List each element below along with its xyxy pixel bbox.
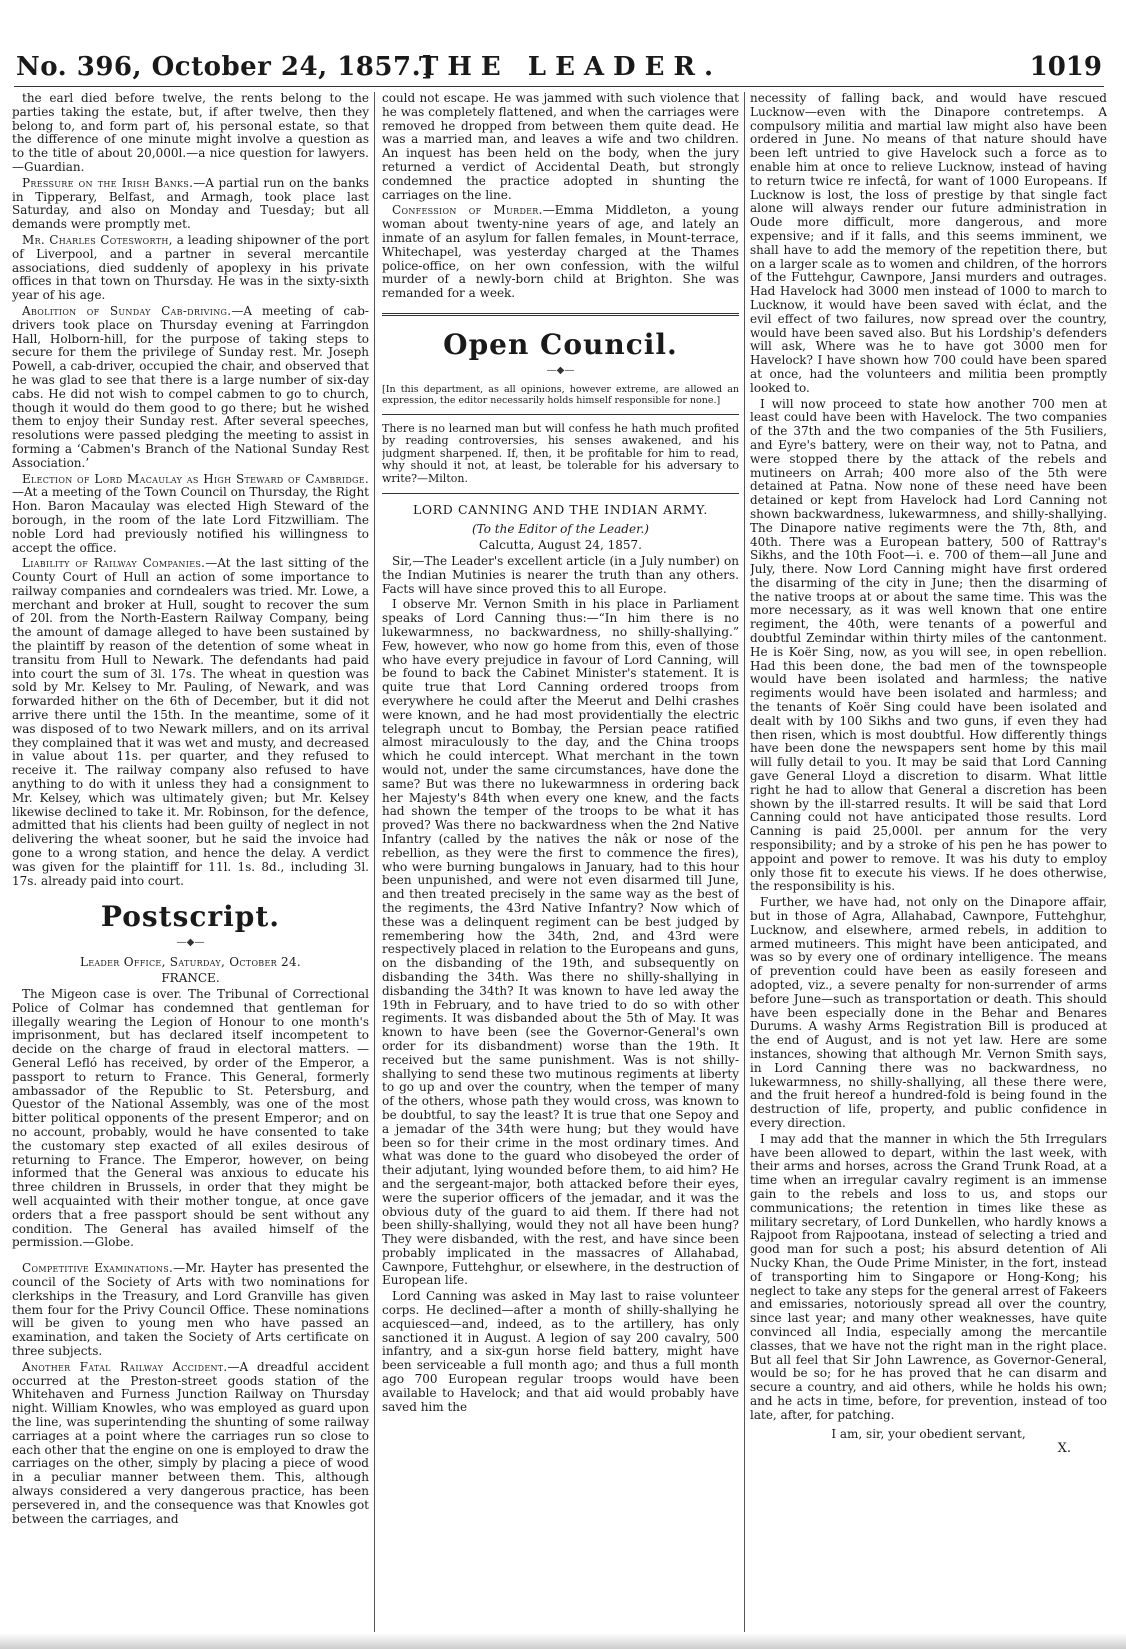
editorial-disclaimer: [In this department, as all opinions, however extreme, are allowed an expression, the editor necessarily holds himself responsible for none.] [382,383,739,406]
paragraph: necessity of falling back, and would have rescued Lucknow—even with the Dinapore contretemps. A compulsory militia and martial law might also have been ordered in June. No means of that nature should have been left untried to give Havelock such a force as to enable him at once to relieve Lucknow, instead of having to return twice re infectâ, for want of 1000 Europeans. If Lucknow is lost, the loss of prestige by that single fact alone will always render our future administration in Oude more difficult, more dangerous, and more expensive; and if it falls, and this seems imminent, we shall have to add the memory of the repetition there, but on a larger scale as to women and children, of the horrors of the Futtehgur, Cawnpore, Jansi murders and outrages. Had Havelock had 3000 men instead of 1000 to march to Lucknow, it would have been saved with éclat, and the evil effect of two failures, now spread over the country, would have been saved also. But his Lordship's defenders will ask, Where was he to have got 3000 men for Havelock? I have shown how 700 could have been spared at once, had the volunteers and militia been promptly looked to. [750,92,1107,395]
paragraph: I will now proceed to state how another 700 men at least could have been with Havelock. The two companies of the 37th and the two companies of the 5th Fusiliers, and Eyre's battery, were on their way, not to Patna, and were stopped there by the attack of the rebels and mutineers on Arrah; 400 more also of the 5th were detained at Patna. Now none of these need have been detained or kept from Havelock had Lord Canning not shown backwardness, lukewarmness, and shilly-shallying. The Dinapore native regiments were the 7th, 8th, and 40th. There was a European battery, 500 of Rattray's Sikhs, and the 10th Foot—i. e. 700 of them—all June and July, there. Now Lord Canning might have first ordered the disarming of the city in June; then the disarming of the native troops at or about the same time. This was the more necessary, as it was well known that one entire regiment, the 40th, were tenants of a powerful and doubtful Zemindar within thirty miles of the cantonment. He is Koër Sing, now, as you will see, in open rebellion. Had this been done, the bad men of the townspeople would have been isolated and harmless; the native regiments would have been isolated and harmless; and the tenants of Koër Sing could have been isolated and dealt with by 100 Sikhs and two guns, if even they had then risen, which is most doubtful. How differently things have been done the newspapers sent home by this mail will fully detail to you. It may be said that Lord Canning gave General Lloyd a discretion to disarm. What little right he had to allow that General a discretion has been shown by the ill-starred results. It will be said that Lord Canning could not have anticipated those results. Lord Canning is paid 25,000l. per annum for the very responsibility; and by a stroke of his pen he has power to appoint and power to remove. It was his duty to employ only those fit to execute his views. If he does otherwise, the responsibility is his. [750,396,1107,894]
paragraph [382,204,739,301]
column-rule [744,92,745,1632]
column-rule [374,92,375,1632]
paragraph [12,177,369,232]
masthead-title: THE LEADER. [419,52,723,82]
paragraph [12,557,369,888]
item-heading: Competitive Examinations. [22,1261,174,1276]
item-body: —A partial run on the banks in Tipperary, Belfast, and Armagh, took place last Saturday, and also on Monday and Tuesday; but all demands were promptly met. [12,175,369,232]
paragraph [12,1262,369,1359]
item-body: —At a meeting of the Town Council on Thursday, the Right Hon. Baron Macaulay was elected High Steward of the borough, in the room of the late Lord Fitzwilliam. The noble Lord had previously notified his willingness to accept the office. [12,485,369,555]
letter-signature: X. [1057,1440,1071,1456]
item-heading: Abolition of Sunday Cab-driving. [22,303,232,318]
dateline: Leader Office, Saturday, October 24. [79,955,302,970]
rule [382,414,739,415]
paragraph: Sir,—The Leader's excellent article (in a July number) on the Indian Mutinies is nearer the truth than any others. Facts will have since proved this to all Europe. [382,554,739,596]
section-title-open-council: Open Council. [443,327,678,361]
milton-quote: There is no learned man but will confess he hath much profited by reading controversies, his senses awakened, and his judgment sharpened. If, then, it be profitable for him to read, why should it not, at least, be tolerable for his adversary to write?—Milton. [382,421,739,485]
article-title: LORD CANNING AND THE INDIAN ARMY. [413,502,708,518]
item-heading: Confession of Murder. [392,203,543,218]
column-right [750,92,1107,1632]
letter-signoff: I am, sir, your obedient servant, [831,1426,1026,1441]
item-body: —A meeting of cab-drivers took place on Thursday evening at Farringdon Hall, Holborn-hill, for the purpose of taking steps to secure for them the privilege of Sunday rest. Mr. Joseph Powell, a cab-driver, occupied the chair, and observed that he was glad to see that there is a large number of six-day cabs. He did not wish to compel cabmen to go to church, though it would do them good to go there; but he wished them to enjoy their Sunday rest. After several speeches, resolutions were passed pledging the meeting to assist in forming a ‘Cabmen's Branch of the National Sunday Rest Association.’ [12,303,369,470]
paragraph [12,473,369,556]
section-title-postscript: Postscript. [100,900,281,934]
item-heading: Another Fatal Railway Accident. [22,1359,228,1374]
paragraph: The Migeon case is over. The Tribunal of Correctional Police of Colmar has condemned that gentleman for illegally wearing the Legion of Honour to one month's imprisonment, but has declared itself incompetent to decide on the charge of fraud in electoral matters. —General Lefló has received, by order of the Emperor, a passport to return to France. This General, formerly ambassador of the Republic to St. Petersburg, and Questor of the National Assembly, was one of the most bitter political opponents of the present Emperor; and on no account, probably, would he have consented to take the customary step exacted of all exiles desirous of returning to France. The Emperor, however, on being informed that the General was anxious to educate his three children in Brussels, in order that they might be well acquainted with their mother tongue, at once gave orders that a free passport should be sent without any condition. The General has availed himself of the permission.—Globe. [12,987,369,1250]
paragraph: Lord Canning was asked in May last to raise volunteer corps. He declined—after a month of shilly-shallying he acquiesced—and, indeed, as to the artillery, has only sanctioned it in August. A legion of say 200 cavalry, 500 infantry, and a six-gun horse field battery, might have been serviceable a full month ago; and thus a full month ago 700 European regular troops would have been available to Havelock; and that aid would probably have saved him the [382,1289,739,1414]
item-heading: Pressure on the Irish Banks. [22,175,194,190]
paragraph: could not escape. He was jammed with such violence that he was completely flattened, and when the carriages were removed he dropped from between them quite dead. He was a married man, and leaves a wife and two children. An inquest has been held on the body, when the jury returned a verdict of Accidental Death, but strongly condemned the practice adopted in shunting the carriages on the line. [382,92,739,202]
paragraph [12,305,369,471]
letter-dateline: Calcutta, August 24, 1857. [479,538,642,553]
ornament-divider: —◆— [546,364,575,376]
paragraph [12,234,369,303]
scan-edge-shadow [0,1633,1126,1649]
issue-date: No. 396, October 24, 1857.] [16,52,434,82]
item-heading: Mr. Charles Cotesworth, [22,232,173,247]
column-middle [382,92,739,1632]
subheading-france: FRANCE. [161,971,220,986]
paragraph: the earl died before twelve, the rents belong to the parties taking the estate, but, if after twelve, then they belong to, and form part of, his personal estate, so that the difference of one minute might involve a question as to the title of about 20,000l.—a nice question for lawyers.—Guardian. [12,92,369,174]
item-body: —At the last sitting of the County Court of Hull an action of some importance to railway companies and corndealers was tried. Mr. Lowe, a merchant and broker at Hull, sought to recover the sum of 20l. from the North-Eastern Railway Company, being the amount of damage alleged to have been sustained by the plaintiff by reason of the detention of some wheat in transitu from Hull to Newark. The defendants had paid into court the sum of 3l. 17s. The wheat in question was sold by Mr. Kelsey to Mr. Pauling, of Newark, and was forwarded hither on the 6th of December, but it did not arrive there until the 15th. In the meantime, some of it was disposed of to two Newark millers, and on its arrival they complained that it was wet and musty, and decreased in value about 11s. per quarter, and they refused to receive it. The railway company also refused to have anything to do with it unless they had a consignment to Mr. Kelsey, which was ultimately given; but Mr. Kelsey likewise declined to take it. Mr. Robinson, for the defence, admitted that his clients had been guilty of neglect in not delivering the wheat sooner, but he said the invoice had gone to a wrong station, and hence the delay. A verdict was given for the plaintiff for 11l. 1s. 8d., including 3l. 17s. already paid into court. [12,556,369,888]
column-left [12,92,369,1632]
item-body: a leading shipowner of the port of Liverpool, and a partner in several mercantile associations, died suddenly of apoplexy in his private offices in that town on Thursday. He was in the sixty-sixth year of his age. [12,232,369,303]
item-body: —A dreadful accident occurred at the Preston-street goods station of the Whitehaven and Furness Junction Railway on Thursday night. William Knowles, who was employed as guard upon the line, was superintending the shunting of some railway carriages at a point where the carriages run so close to each other that the engine on one is employed to draw the carriages on the other, simply by placing a piece of wood in a peculiar manner between them. This, although always considered a very dangerous practice, has been persevered in, and the consequence was that Knowles got between the carriages, and [12,1359,369,1526]
item-heading: Election of Lord Macaulay as High Steward of Cambridge. [22,471,369,486]
section-divider [382,313,739,316]
paragraph [12,1361,369,1527]
page-number: 1019 [1029,52,1102,82]
paragraph: I may add that the manner in which the 5th Irregulars have been allowed to depart, within the last week, with their arms and horses, across the Grand Trunk Road, at a time when an irregular cavalry regiment is an immense gain to the rebels and loss to us, and stops our communications; the retention in times like these as military secretary, of Lord Dunkellen, who hardly knows a Rajpoot from Rajpootana, instead of selecting a tried and good man for such a post; his absurd detention of Ali Nucky Khan, the Oude Prime Minister, in the fort, instead of transporting him to Singapore or Hong-Kong; his neglect to take any steps for the general arrest of Fakeers and emissaries, notoriously spread all over the country, since last year; and many other weaknesses, have quite convinced all India, especially among the mercantile classes, that we have not the right man in the right place. But all feel that Sir John Lawrence, as Governor-General, would be so; for he has proved that he can disarm and secure a country, and aid others, while he holds his own; and he acts in time, before, for prevention, instead of too late, after, for patching. [750,1131,1107,1422]
paragraph: I observe Mr. Vernon Smith in his place in Parliament speaks of Lord Canning thus:—“In him there is no lukewarmness, no backwardness, no shilly-shallying.” Few, however, who now go home from this, even of those who have every prejudice in favour of Lord Canning, will be found to back the Cabinet Minister's statement. It is quite true that Lord Canning ordered troops from everywhere he could after the Meerut and Delhi crashes were known, and he had most providentially the electric telegraph uncut to Bombay, the Persian peace ratified almost miraculously to the day, and the China troops which he could intercept. What merchant in the town would not, under the same circumstances, have done the same? But was there no lukewarmness in ordering back her Majesty's 84th when every one knew, and the facts had shown the temper of the troops to be what it has proved? Was there no backwardness when the 2nd Native Infantry (called by the natives the nâk or nose of the rebellion, as they were the first to commence the fires), who were burning bungalows in January, had to this hour been unpunished, and were not even disarmed till June, and then treated precisely in the same way as the best of the regiments, the 43rd Native Infantry? Now which of these was a delinquent regiment can be best judged by remembering how the 34th, 2nd, and 43rd were respectively placed in relation to the Europeans and guns, on the disbanding of the 19th, and subsequently on disbanding the 34th. Was there no shilly-shallying in disbanding the 34th? It was known to have led away the 19th in February, and to have tried to do so with other regiments. It was disbanded about the 5th of May. It was known to have been (see the Governor-General's own order for its disbandment) worse than the 19th. It received but the same punishment. Was is not shilly-shallying to send these two mutinous regiments at liberty to go up and over the country, when the temper of many of the others, whose path they would cross, was known to be doubtful, to say the least? It is true that one Sepoy and a jemadar of the 34th were hung; but they would have been so for their crime in the most ordinary times. And what was done to the guard who disobeyed the order of their adjutant, lying wounded before them, to aid him? He and the sergeant-major, both attacked before their eyes, were the superior officers of the jemadar, and it was the obvious duty of the guard to aid them. If there had not been shilly-shallying, would they not all have been hung? They were disbanded, with the rest, and have since been probably implicated in the massacres of Allahabad, Cawnpore, Futtehghur, or elsewhere, in the destruction of European life. [382,597,739,1288]
ornament-divider: —◆— [176,937,205,949]
item-body: —Mr. Hayter has presented the council of the Society of Arts with two nominations for clerkships in the Treasury, and Lord Granville has given them four for the Privy Council Office. These nominations will be given to young men who have passed an examination, and taken the Society of Arts certificate on three subjects. [12,1261,369,1358]
letter-address: (To the Editor of the Leader.) [471,522,649,537]
item-body: —Emma Middleton, a young woman about twenty-nine years of age, and lately an inmate of an asylum for fallen females, in Mount-terrace, Whitechapel, was yesterday charged at the Thames police-office, on her own confession, with the wilful murder of a newly-born child at Brighton. She was remanded for a week. [382,203,739,301]
paragraph: Further, we have had, not only on the Dinapore affair, but in those of Agra, Allahabad, Cawnpore, Futtehghur, Lucknow, and elsewhere, armed rebels, in addition to armed mutineers. This might have been anticipated, and was so by every one of ordinary intelligence. The means of prevention could have been as easily foreseen and adopted, viz., a severe penalty for non-surrender of arms before June—such as transportation or death. This should have been especially done in the Behar and Benares Durums. A washy Arms Registration Bill is produced at the end of August, and is not yet law. Here are some instances, showing that although Mr. Vernon Smith says, in Lord Canning there was no backwardness, no lukewarmness, no shilly-shallying, all these there were, and the fruit hereof a hundred-fold is being found in the destruction of life, property, and public confidence in every direction. [750,895,1107,1130]
rule [382,493,739,494]
page-header [14,46,1104,87]
item-heading: Liability of Railway Companies. [22,556,206,571]
